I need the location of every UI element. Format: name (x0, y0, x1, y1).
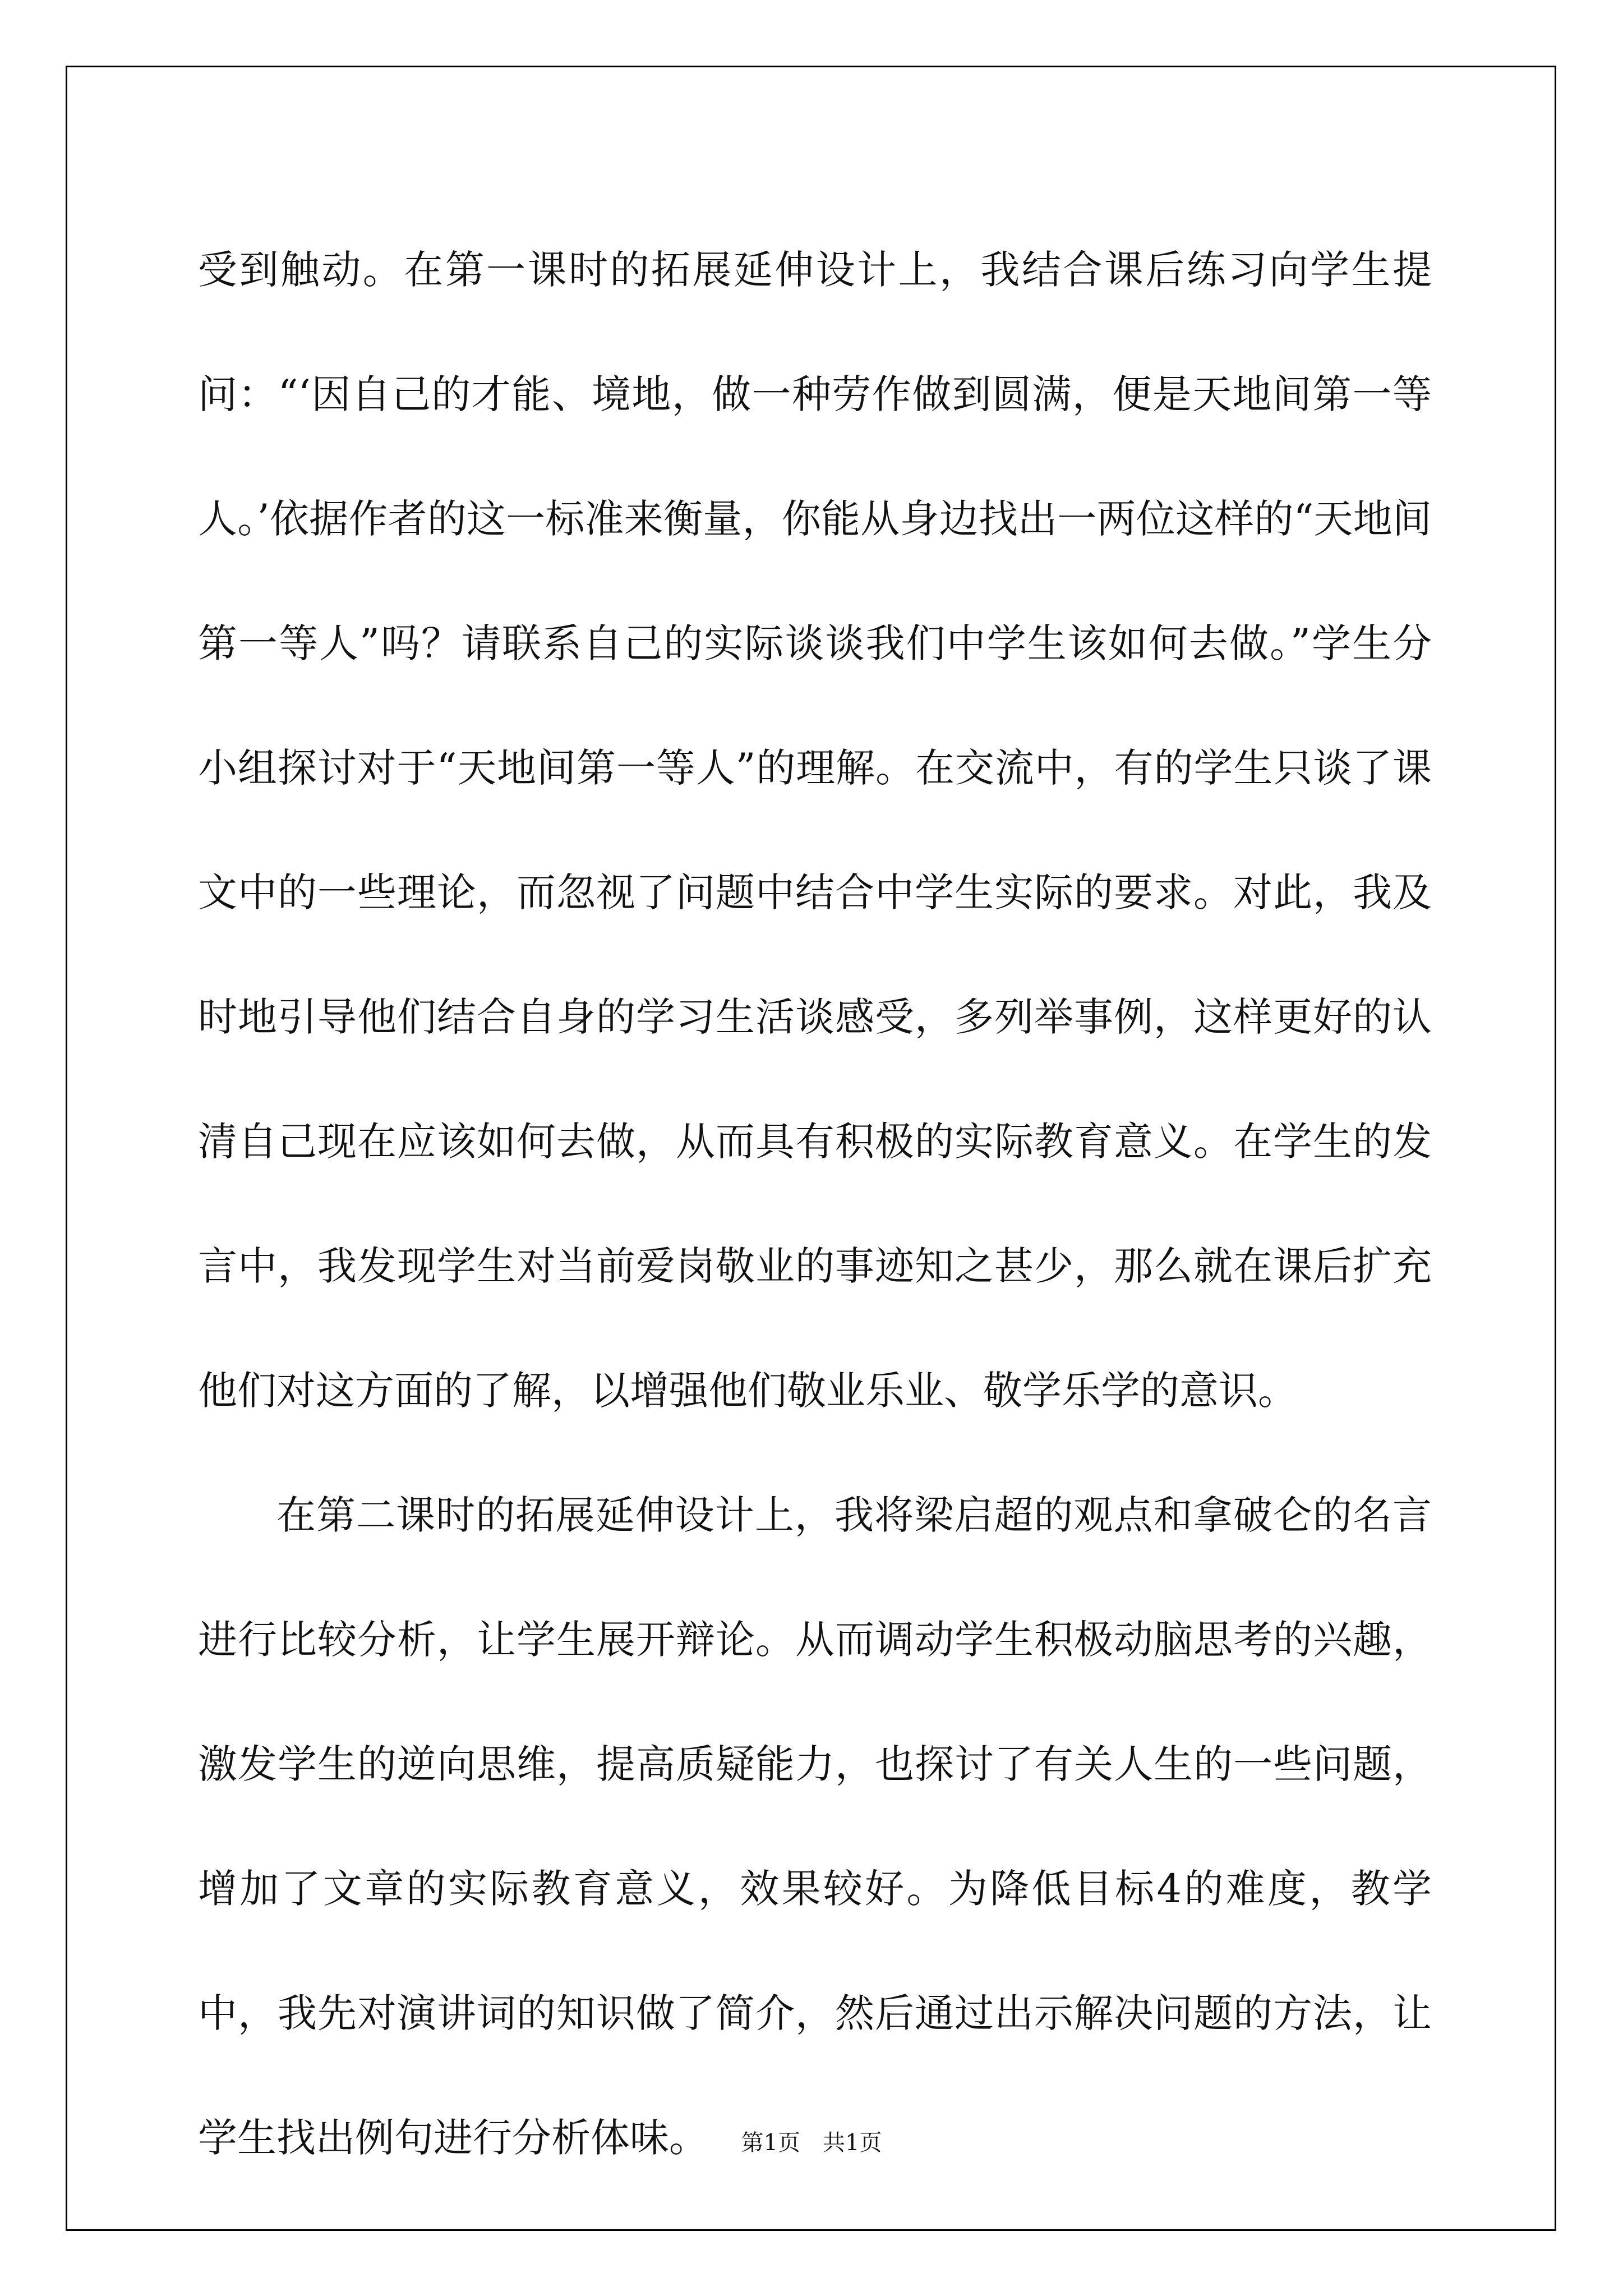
document-body (198, 208, 1432, 2200)
paragraph-2: 在第二课时的拓展延伸设计上，我将梁启超的观点和拿破仑的名言进行比较分析，让学生展开辩论。从而调动学生积极动脑思考的兴趣，激发学生的逆向思维，提高质疑能力，也探讨了有关人生的一些问题，增加了文章的实际教育意义，效果较好。为降低目标4的难度，教学中，我先对演讲词的知识做了简介，然后通过出示解决问题的方法，让学生找出例句进行分析体味。 (198, 1492, 1432, 2161)
page-number: 第1页 (741, 2130, 800, 2156)
page-total: 共1页 (823, 2130, 882, 2156)
page-footer (0, 2126, 1623, 2160)
paragraph-1: 受到触动。在第一课时的拓展延伸设计上，我结合课后练习向学生提问：“‘因自己的才能、境地，做一种劳作做到圆满，便是天地间第一等人。’依据作者的这一标准来衡量，你能从身边找出一两位这样的“天地间第一等人”吗？请联系自己的实际谈谈我们中学生该如何去做。”学生分小组探讨对于“天地间第一等人”的理解。在交流中，有的学生只谈了课文中的一些理论，而忽视了问题中结合中学生实际的要求。对此，我及时地引导他们结合自身的学习生活谈感受，多列举事例，这样更好的认清自己现在应该如何去做，从而具有积极的实际教育意义。在学生的发言中，我发现学生对当前爱岗敬业的事迹知之甚少，那么就在课后扩充他们对这方面的了解，以增强他们敬业乐业、敬学乐学的意识。 (198, 247, 1432, 1414)
